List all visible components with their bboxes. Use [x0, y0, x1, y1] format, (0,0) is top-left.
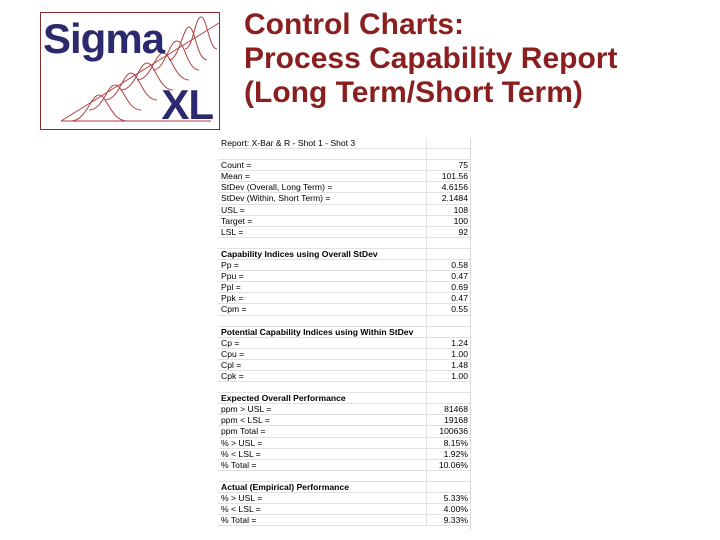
report-row-value: 0.58	[426, 260, 470, 271]
report-row	[218, 404, 470, 415]
report-row-label	[218, 237, 426, 248]
sigmaxl-logo	[40, 12, 220, 130]
report-row	[218, 504, 470, 515]
report-row-label: % > USL =	[218, 437, 426, 448]
report-row-label: % Total =	[218, 515, 426, 526]
report-row-value	[426, 481, 470, 492]
report-row-value: 8.15%	[426, 437, 470, 448]
report-row-label: Expected Overall Performance	[218, 393, 426, 404]
report-row	[218, 393, 470, 404]
capability-report-table	[218, 138, 471, 530]
report-row	[218, 415, 470, 426]
report-row-label: Cp =	[218, 337, 426, 348]
report-row	[218, 359, 470, 370]
report-row-label: Target =	[218, 215, 426, 226]
title-line-2: Process Capability Report	[244, 42, 618, 75]
report-row	[218, 348, 470, 359]
report-row-label: Actual (Empirical) Performance	[218, 481, 426, 492]
report-row-value: 1.24	[426, 337, 470, 348]
report-row-label: Cpk =	[218, 370, 426, 381]
report-row-value: 108	[426, 204, 470, 215]
report-row-value: 9.33%	[426, 515, 470, 526]
report-row-value: 0.47	[426, 293, 470, 304]
report-row	[218, 182, 470, 193]
report-row-value: 19168	[426, 415, 470, 426]
report-row-label: LSL =	[218, 226, 426, 237]
report-row	[218, 171, 470, 182]
report-row	[218, 138, 470, 149]
report-row	[218, 481, 470, 492]
report-row-value	[426, 326, 470, 337]
report-row-value: 1.00	[426, 348, 470, 359]
report-row-label: Cpu =	[218, 348, 426, 359]
report-row-label: StDev (Overall, Long Term) =	[218, 182, 426, 193]
report-row	[218, 304, 470, 315]
report-row-label	[218, 382, 426, 393]
report-row	[218, 459, 470, 470]
report-row	[218, 149, 470, 160]
report-row	[218, 437, 470, 448]
report-row-label	[218, 470, 426, 481]
report-row-value	[426, 393, 470, 404]
report-row-value: 1.48	[426, 359, 470, 370]
report-row-value: 4.00%	[426, 504, 470, 515]
report-row-label: ppm > USL =	[218, 404, 426, 415]
report-row-label: Cpl =	[218, 359, 426, 370]
report-row-value	[426, 149, 470, 160]
report-row	[218, 204, 470, 215]
report-row-label: USL =	[218, 204, 426, 215]
report-row	[218, 282, 470, 293]
report-row-label: Potential Capability Indices using Within StDev	[218, 326, 426, 337]
report-row	[218, 226, 470, 237]
report-row-value: 100	[426, 215, 470, 226]
report-row	[218, 315, 470, 326]
title-line-3: (Long Term/Short Term)	[244, 76, 583, 109]
report-row	[218, 193, 470, 204]
logo-word-sigma: Sigma	[43, 15, 165, 62]
report-row-label: Ppk =	[218, 293, 426, 304]
logo-word-xl: XL	[161, 81, 213, 128]
report-row-value: 1.92%	[426, 448, 470, 459]
report-row-value	[426, 470, 470, 481]
report-row-label: % Total =	[218, 459, 426, 470]
report-row-value: 10.06%	[426, 459, 470, 470]
report-row-value: 2.1484	[426, 193, 470, 204]
report-row	[218, 293, 470, 304]
report-row-label	[218, 315, 426, 326]
report-row	[218, 337, 470, 348]
report-row	[218, 370, 470, 381]
logo-curve-1	[71, 95, 127, 121]
report-row-value	[426, 237, 470, 248]
report-row	[218, 470, 470, 481]
report-row	[218, 382, 470, 393]
report-row-label: Pp =	[218, 260, 426, 271]
report-row	[218, 515, 470, 526]
report-row-value: 101.56	[426, 171, 470, 182]
report-row-label: StDev (Within, Short Term) =	[218, 193, 426, 204]
report-row-label: Count =	[218, 160, 426, 171]
report-row-value	[426, 138, 470, 149]
report-row	[218, 448, 470, 459]
report-row-label: Ppl =	[218, 282, 426, 293]
report-row-label: Capability Indices using Overall StDev	[218, 248, 426, 259]
report-row-label: % < LSL =	[218, 448, 426, 459]
report-row-label: % > USL =	[218, 493, 426, 504]
report-row-value: 75	[426, 160, 470, 171]
report-row-value: 4.6156	[426, 182, 470, 193]
report-row	[218, 260, 470, 271]
report-row-label: % < LSL =	[218, 504, 426, 515]
report-row-value: 0.47	[426, 271, 470, 282]
report-row-value: 0.69	[426, 282, 470, 293]
report-row-value	[426, 382, 470, 393]
logo-curve-2	[89, 85, 141, 110]
report-row	[218, 493, 470, 504]
report-row-label: ppm Total =	[218, 426, 426, 437]
report-row	[218, 271, 470, 282]
report-row-value: 5.33%	[426, 493, 470, 504]
report-row-value	[426, 248, 470, 259]
report-row	[218, 248, 470, 259]
report-grid	[218, 138, 470, 526]
logo-curve-7	[169, 27, 207, 60]
report-row	[218, 326, 470, 337]
logo-curve-8	[185, 17, 217, 49]
report-row	[218, 215, 470, 226]
report-row-label: Mean =	[218, 171, 426, 182]
report-row-value: 0.55	[426, 304, 470, 315]
report-row-value: 100636	[426, 426, 470, 437]
report-row-value	[426, 315, 470, 326]
report-row	[218, 426, 470, 437]
report-row-value: 1.00	[426, 370, 470, 381]
report-row-label: Ppu =	[218, 271, 426, 282]
report-row	[218, 237, 470, 248]
slide-title	[244, 8, 714, 110]
report-row-label	[218, 149, 426, 160]
report-row-value: 92	[426, 226, 470, 237]
report-row-label: Cpm =	[218, 304, 426, 315]
report-row-label: ppm < LSL =	[218, 415, 426, 426]
report-row	[218, 160, 470, 171]
report-row-label: Report: X-Bar & R - Shot 1 - Shot 3	[218, 138, 426, 149]
title-line-1: Control Charts:	[244, 8, 464, 41]
report-row-value: 81468	[426, 404, 470, 415]
